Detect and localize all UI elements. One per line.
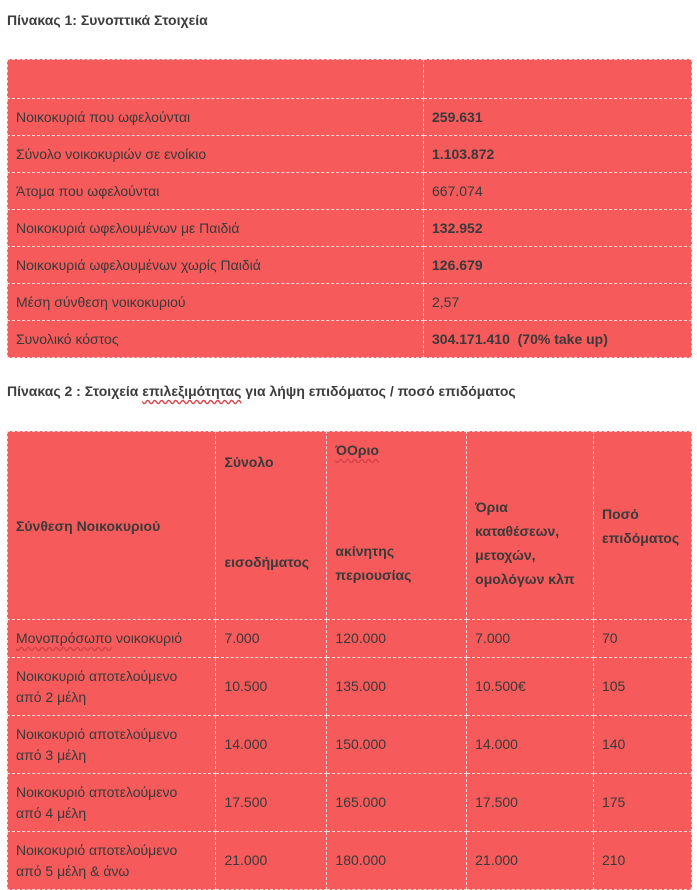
- header-income: [216, 432, 327, 620]
- table-row: [8, 716, 692, 774]
- eligibility-table: [7, 431, 692, 890]
- table2-title: [7, 383, 516, 399]
- cell-deposits: 21.000: [467, 832, 594, 890]
- cell-income: 14.000: [216, 716, 327, 774]
- composition-line: από 4 μέλη: [16, 804, 87, 821]
- header-property-bottom-line: περιουσίας: [335, 567, 412, 583]
- table-row: [8, 284, 692, 321]
- cell-amount: 140: [593, 716, 691, 774]
- header-property-bottom-line: ακίνητης: [335, 543, 395, 559]
- row-value: 304.171.410 (70% take up): [424, 321, 692, 358]
- header-deposits-line: ομολόγων κλπ: [475, 570, 575, 587]
- cell-deposits: 7.000: [467, 620, 594, 658]
- table-row: [8, 60, 692, 99]
- table-row: [8, 832, 692, 890]
- cell-property: 150.000: [327, 716, 467, 774]
- cell-amount: 210: [593, 832, 691, 890]
- header-property-bottom: [335, 539, 458, 587]
- composition-line: από 2 μέλη: [16, 688, 87, 705]
- composition-line: από 3 μέλη: [16, 746, 87, 763]
- table-row: [8, 210, 692, 247]
- cell-property: 120.000: [327, 620, 467, 658]
- composition-line: Νοικοκυριό αποτελούμενο: [16, 667, 178, 684]
- table-row: [8, 247, 692, 284]
- cell-income: 10.500: [216, 658, 327, 716]
- cell-income: 17.500: [216, 774, 327, 832]
- header-row: [8, 432, 692, 620]
- cell-property: 135.000: [327, 658, 467, 716]
- table-cell: [8, 60, 424, 99]
- row-label: Νοικοκυριά ωφελουμένων με Παιδιά: [8, 210, 424, 247]
- cell-composition: [8, 620, 216, 658]
- row-value: 132.952: [424, 210, 692, 247]
- row-label: Σύνολο νοικοκυριών σε ενοίκιο: [8, 136, 424, 173]
- header-income-top: Σύνολο: [224, 454, 274, 470]
- table2-title-underlined: επιλεξιμότητας: [142, 383, 242, 399]
- row-value: 667.074: [424, 173, 692, 210]
- cell-property: 165.000: [327, 774, 467, 832]
- cell-composition: [8, 716, 216, 774]
- cell-deposits: 17.500: [467, 774, 594, 832]
- row-value: 259.631: [424, 99, 692, 136]
- header-property-top: ΌΟριο: [335, 442, 379, 458]
- header-amount-line: Ποσό: [601, 505, 639, 522]
- composition-line: Νοικοκυριό αποτελούμενο: [16, 725, 178, 742]
- header-amount-line: επιδόματος: [601, 529, 680, 546]
- cell-income: 21.000: [216, 832, 327, 890]
- header-deposits-line: καταθέσεων,: [475, 522, 560, 539]
- cell-deposits: 10.500€: [467, 658, 594, 716]
- cell-composition: [8, 658, 216, 716]
- row-value: 1.103.872: [424, 136, 692, 173]
- composition-rest: νοικοκυριό: [112, 630, 182, 646]
- table1-title: Πίνακας 1: Συνοπτικά Στοιχεία: [7, 12, 208, 28]
- header-property: [327, 432, 467, 620]
- composition-line: από 5 μέλη & άνω: [16, 862, 130, 879]
- row-label: Συνολικό κόστος: [8, 321, 424, 358]
- cell-composition: [8, 774, 216, 832]
- table-row: [8, 774, 692, 832]
- cell-composition: [8, 832, 216, 890]
- header-deposits-line: Όρια: [475, 498, 508, 515]
- header-deposits: [467, 432, 594, 620]
- row-label: Άτομα που ωφελούνται: [8, 173, 424, 210]
- header-income-bottom: εισοδήματος: [224, 554, 310, 570]
- table-row: [8, 99, 692, 136]
- cell-property: 180.000: [327, 832, 467, 890]
- table-row: [8, 173, 692, 210]
- cell-amount: 70: [593, 620, 691, 658]
- header-deposits-line: μετοχών,: [475, 546, 536, 563]
- table-cell: [424, 60, 692, 99]
- composition-underlined: Μονοπρόσωπο: [16, 630, 113, 646]
- cell-income: 7.000: [216, 620, 327, 658]
- header-composition: Σύνθεση Νοικοκυριού: [8, 432, 216, 620]
- cell-amount: 105: [593, 658, 691, 716]
- table2-title-part: για λήψη επιδόματος / ποσό επιδόματος: [241, 383, 516, 399]
- cell-amount: 175: [593, 774, 691, 832]
- row-value: 2,57: [424, 284, 692, 321]
- row-label: Νοικοκυριά ωφελουμένων χωρίς Παιδιά: [8, 247, 424, 284]
- row-label: Νοικοκυριά που ωφελούνται: [8, 99, 424, 136]
- table-row: [8, 620, 692, 658]
- composition-line: Νοικοκυριό αποτελούμενο: [16, 841, 178, 858]
- header-amount: [593, 432, 691, 620]
- cell-deposits: 14.000: [467, 716, 594, 774]
- summary-table: [7, 59, 692, 358]
- composition-line: Νοικοκυριό αποτελούμενο: [16, 783, 178, 800]
- table-row: [8, 136, 692, 173]
- table-row: [8, 658, 692, 716]
- row-label: Μέση σύνθεση νοικοκυριού: [8, 284, 424, 321]
- table-row: [8, 321, 692, 358]
- table2-title-part: Πίνακας 2 : Στοιχεία: [7, 383, 143, 399]
- row-value: 126.679: [424, 247, 692, 284]
